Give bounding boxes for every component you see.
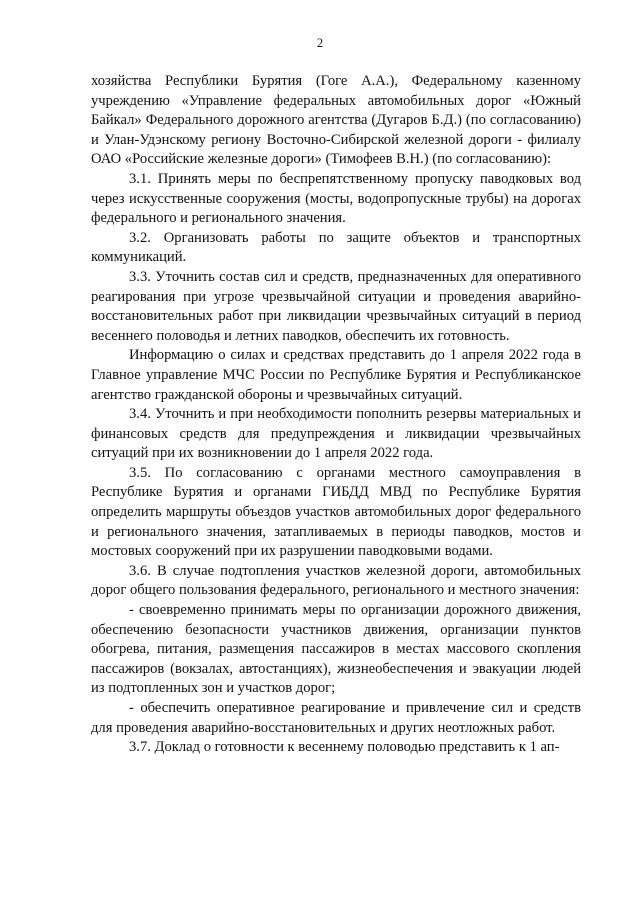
paragraph-3-6: 3.6. В случае подтопления участков железной дороги, автомобильных дорог общего пользования федерального, регионального и местного значения: <box>91 562 581 599</box>
paragraph-3-4: 3.4. Уточнить и при необходимости пополнить резервы материальных и финансовых средств для предупреждения и ликвидации чрезвычайных ситуаций при их возникновении до 1 апреля 2022 года. <box>91 406 581 462</box>
paragraph-3-2: 3.2. Организовать работы по защите объектов и транспортных коммуникаций. <box>91 229 581 266</box>
paragraph-information: Информацию о силах и средствах представить до 1 апреля 2022 года в Главное управление МЧС России по Республике Бурятия и Республиканское агентство гражданской обороны и чрезвычайных ситуаций. <box>91 347 581 403</box>
paragraph-3-7: 3.7. Доклад о готовности к весеннему половодью представить к 1 ап- <box>129 739 560 756</box>
list-item-emergency-response: - обеспечить оперативное реагирование и привлечение сил и средств для проведения аварийно-восстановительных и других неотложных работ. <box>91 700 581 736</box>
document-body <box>91 72 581 758</box>
paragraph-3-5: 3.5. По согласованию с органами местного самоуправления в Республике Бурятия и органами ГИБДД МВД по Республике Бурятия определить маршруты объездов участков автомобильных дорог федерального и регионального значения, затапливаемых в периоды паводков, мостов и мостовых сооружений при их разрушении паводковыми водами. <box>91 464 581 560</box>
page-number: 2 <box>316 36 324 50</box>
paragraph-3-3: 3.3. Уточнить состав сил и средств, предназначенных для оперативного реагирования при угрозе чрезвычайной ситуации и проведения аварийно-восстановительных работ при ликвидации чрезвычайных ситуаций в период весеннего половодья и летних паводков, обеспечить их готовность. <box>91 268 581 344</box>
paragraph-3-1: 3.1. Принять меры по беспрепятственному пропуску паводковых вод через искусственные сооружения (мосты, водопропускные трубы) на дорогах федерального и регионального значения. <box>91 170 581 227</box>
list-item-traffic-measures: - своевременно принимать меры по организации дорожного движения, обеспечению безопасности участников движения, организации пунктов обогрева, питания, размещения пассажиров в местах массового скопления пассажиров (вокзалах, автостанциях), жизнеобеспечения и эвакуации людей из подтопленных зон и участков дорог; <box>91 602 581 697</box>
paragraph-continuation: хозяйства Республики Бурятия (Гоге А.А.), Федеральному казенному учреждению «Управление федеральных автомобильных дорог «Южный Байкал» Федерального дорожного агентства (Дугаров Б.Д.) (по согласованию) и Улан-Удэнскому региону Восточно-Сибирской железной дороги - филиалу ОАО «Российские железные дороги» (Тимофеев В.Н.) (по согласованию): <box>91 73 581 168</box>
